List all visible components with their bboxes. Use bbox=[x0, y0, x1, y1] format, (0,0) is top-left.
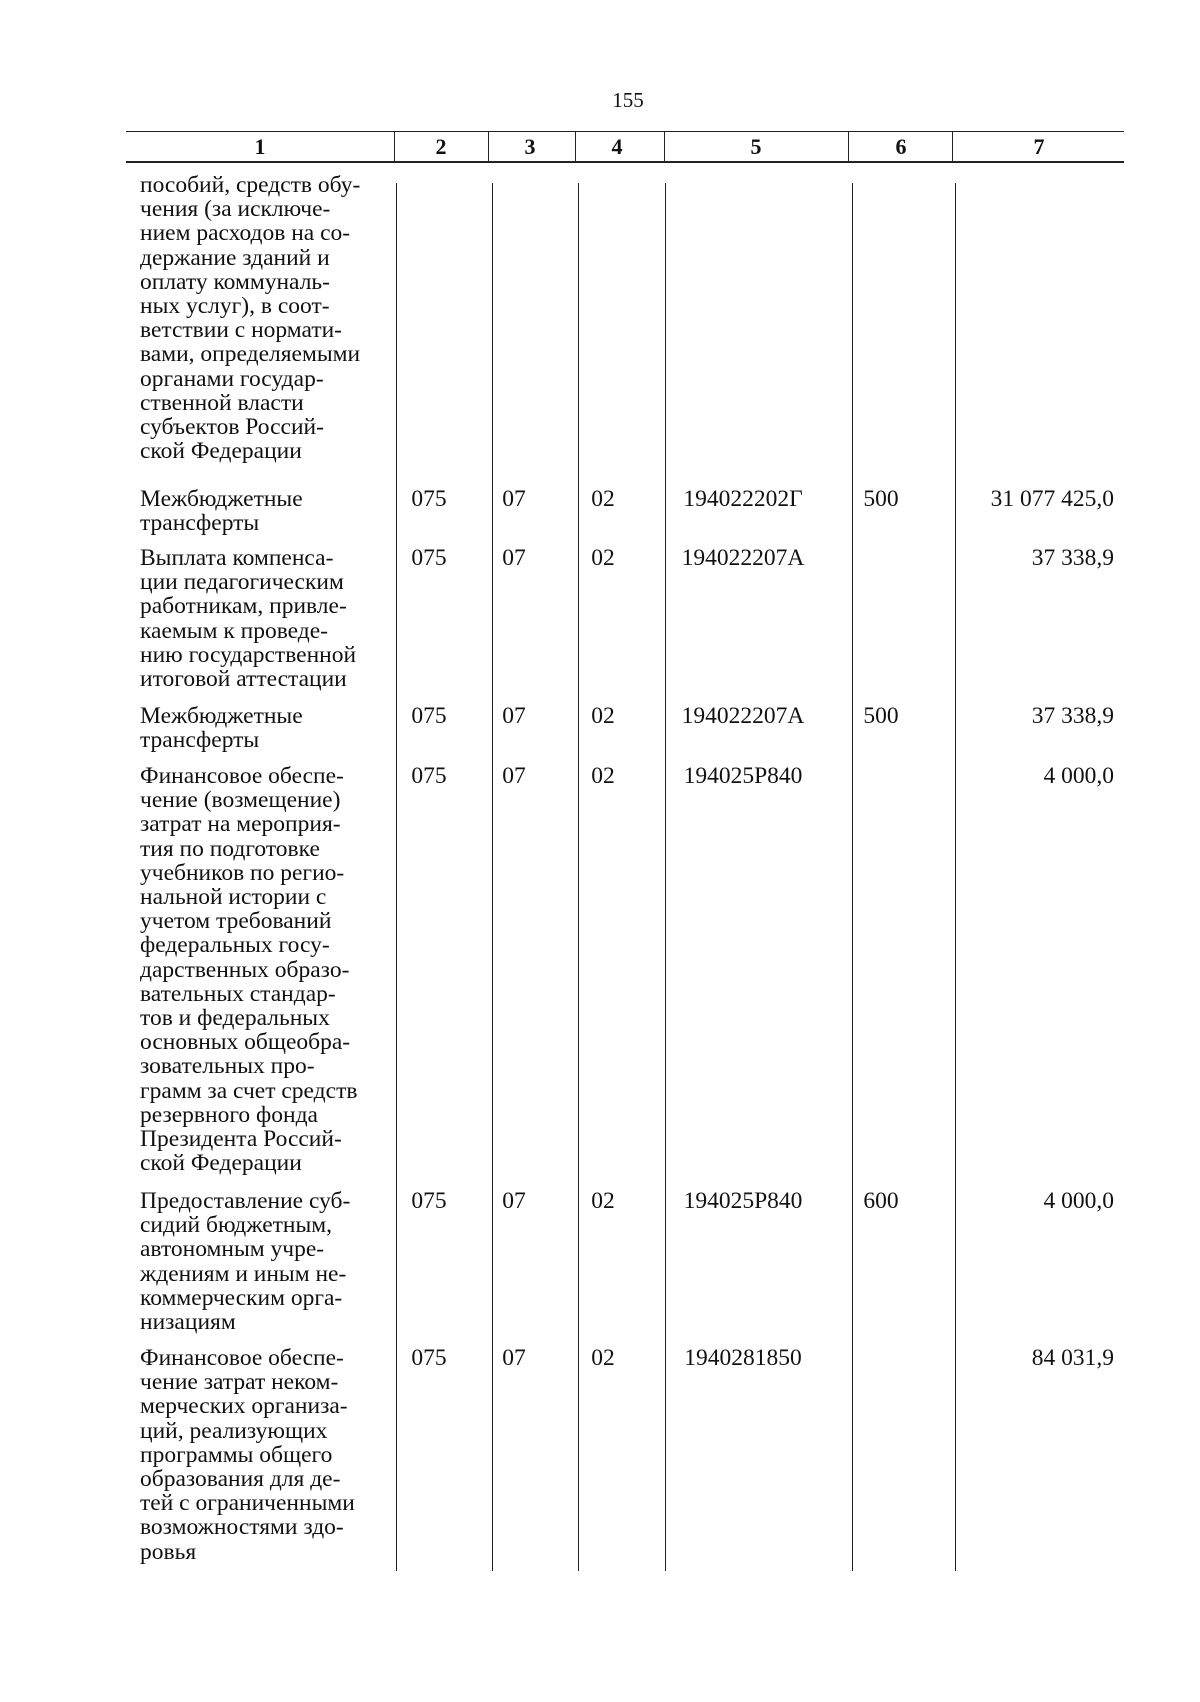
row-amount: 4 000,0 bbox=[1043, 1188, 1114, 1214]
row-code-2: 075 bbox=[411, 703, 447, 729]
row-code-5: 1940281850 bbox=[684, 1345, 802, 1371]
row-code-4: 02 bbox=[591, 763, 615, 789]
row-code-3: 07 bbox=[502, 763, 526, 789]
row-code-4: 02 bbox=[591, 1345, 615, 1371]
row-code-2: 075 bbox=[411, 1345, 447, 1371]
column-divider bbox=[852, 183, 853, 1571]
row-amount: 4 000,0 bbox=[1043, 763, 1114, 789]
row-code-2: 075 bbox=[411, 1188, 447, 1214]
row-name: Межбюджетные трансферты bbox=[140, 486, 303, 537]
row-code-3: 07 bbox=[502, 545, 526, 571]
row-amount: 37 338,9 bbox=[1031, 545, 1114, 571]
row-amount: 37 338,9 bbox=[1031, 703, 1114, 729]
header-divider bbox=[848, 131, 849, 163]
row-name: Финансовое обеспе- чение (возмещение) затрат на мероприя- тия по подготовке учебников по регио- нальной истории с учетом требований федеральных госу- дарственных образо- вательных стандар- тов и федеральных основных общеобра- зовательных про- грамм за счет средств резервного фонда Президента Россий- ской Федерации bbox=[140, 763, 358, 1177]
row-name: Финансовое обеспе- чение затрат неком- мерческих организа- ций, реализующих программы общего образования для де- тей с ограниченными возможностями здо- ровья bbox=[140, 1345, 355, 1565]
row-code-3: 07 bbox=[502, 486, 526, 512]
header-col-6: 6 bbox=[895, 134, 907, 159]
header-col-4: 4 bbox=[611, 134, 623, 159]
row-code-6: 500 bbox=[863, 703, 899, 729]
row-name: Предоставление суб- сидий бюджетным, автономным учре- ждениям и иным не- коммерческим орга- низациям bbox=[140, 1188, 351, 1336]
table-header-row bbox=[126, 131, 1124, 163]
row-code-4: 02 bbox=[591, 703, 615, 729]
row-code-3: 07 bbox=[502, 703, 526, 729]
row-code-6: 600 bbox=[863, 1188, 899, 1214]
row-code-4: 02 bbox=[591, 486, 615, 512]
row-name: Выплата компенса- ции педагогическим работникам, привле- каемым к проведе- нию государственной итоговой аттестации bbox=[140, 545, 357, 693]
row-code-2: 075 bbox=[411, 763, 447, 789]
row-code-5: 194025Р840 bbox=[683, 1188, 803, 1214]
row-code-6: 500 bbox=[863, 486, 899, 512]
header-col-1: 1 bbox=[254, 134, 266, 159]
header-col-5: 5 bbox=[750, 134, 762, 159]
header-col-3: 3 bbox=[524, 134, 536, 159]
row-amount: 84 031,9 bbox=[1031, 1345, 1114, 1371]
row-code-2: 075 bbox=[411, 545, 447, 571]
row-code-4: 02 bbox=[591, 545, 615, 571]
row-code-4: 02 bbox=[591, 1188, 615, 1214]
row-name: Межбюджетные трансферты bbox=[140, 703, 303, 754]
row-code-3: 07 bbox=[502, 1188, 526, 1214]
header-divider bbox=[575, 131, 576, 163]
page-number: 155 bbox=[612, 88, 644, 112]
budget-table bbox=[126, 131, 1124, 1571]
row-code-5: 194022207А bbox=[681, 545, 805, 571]
header-col-2: 2 bbox=[435, 134, 447, 159]
header-col-7: 7 bbox=[1033, 134, 1045, 159]
row-name: пособий, средств обу- чения (за исключе- нием расходов на со- держание зданий и оплату коммуналь- ных услуг), в соот- ветствии с нормати- вами, определяемыми органами государ- ственной власти субъектов Россий- ской Федерации bbox=[140, 172, 361, 465]
row-code-5: 194022202Г bbox=[683, 486, 803, 512]
header-divider bbox=[394, 131, 395, 163]
row-code-2: 075 bbox=[411, 486, 447, 512]
row-amount: 31 077 425,0 bbox=[990, 486, 1114, 512]
row-code-3: 07 bbox=[502, 1345, 526, 1371]
header-divider bbox=[488, 131, 489, 163]
header-divider bbox=[952, 131, 953, 163]
row-code-5: 194022207А bbox=[681, 703, 805, 729]
header-divider bbox=[664, 131, 665, 163]
row-code-5: 194025Р840 bbox=[683, 763, 803, 789]
